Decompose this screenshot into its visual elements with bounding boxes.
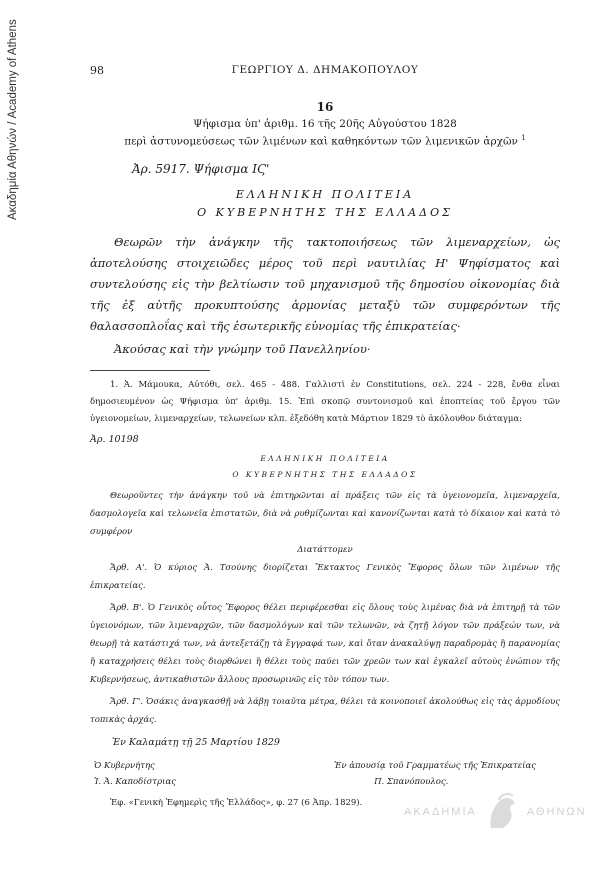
footnote-state-line-1: ΕΛΛΗΝΙΚΗ ΠΟΛΙΤΕΙΑ: [260, 453, 390, 463]
signature-left-title: Ὁ Κυβερνήτης: [94, 760, 155, 771]
athena-head-icon: [485, 792, 519, 832]
footnote-preamble: Θεωροῦντες τὴν ἀνάγκην τοῦ νὰ ἐπιτηρῶνται αἱ πράξεις τῶν εἰς τὰ ὑγειονομεῖα, λιμεναρχεῖα, δασμολογεῖα καὶ τελωνεῖα ἐπιστατῶν, διὰ νὰ ρυθμίζωνται καὶ κανονίζωνται κατὰ τὸ δίκαιον καὶ κατὰ τὸ συμφέρον: [90, 490, 560, 537]
state-line-2: Ο ΚΥΒΕΡΝΗΤΗΣ ΤΗΣ ΕΛΛΑΔΟΣ: [197, 205, 453, 219]
running-head: ΓΕΩΡΓΙΟΥ Δ. ΔΗΜΑΚΟΠΟΥΛΟΥ: [231, 64, 419, 76]
body-paragraph-1: Θεωρῶν τὴν ἀνάγκην τῆς τακτοποιήσεως τῶν λιμεναρχείων, ὡς ἀποτελούσης στοιχειῶδες μέρος τοῦ περὶ ναυτιλίας Η' Ψηφίσματος καὶ συντελούσης εἰς τὴν βελτίωσιν τοῦ μηχανισμοῦ τῆς δημοσίου οἰκονομίας διὰ τῆς ἐξ αὐτῆς προκυπτούσης ἁρμονίας μεταξὺ τῶν συμφερόντων τῆς θαλασσοπλοΐας καὶ τῆς ἐσωτερικῆς εὐνομίας τῆς ἐπικρατείας·: [90, 234, 560, 333]
footnote-reference: Ἀρ. 10198: [90, 433, 139, 445]
academy-logo: [404, 792, 587, 832]
state-line-1: ΕΛΛΗΝΙΚΗ ΠΟΛΙΤΕΙΑ: [235, 187, 415, 201]
signature-right-name: Π. Σπανόπουλος.: [374, 776, 449, 787]
archive-reference: Ἀρ. 5917. Ψήφισμα ΙϚ': [132, 161, 270, 176]
signature-right-title: Ἐν ἀπουσίᾳ τοῦ Γραμματέως τῆς Ἐπικρατείας: [334, 760, 536, 771]
footnote-text: 1. Ἀ. Μάμουκα, Αὐτόθι, σελ. 465 - 488. Γαλλιστὶ ἐν Constitutions, σελ. 224 - 228, ἔνθα εἶναι δημοσιευμένον ὡς Ψήφισμα ὑπ' ἀριθμ. 15. Ἐπὶ σκοπῷ συντονισμοῦ καὶ ἐποπτείας τοῦ ἔργου τῶν ὑγειονομείων, λιμεναρχείων, τελωνείων κλπ. ἐξεδόθη κατὰ Μάρτιον 1829 τὸ ἀκόλουθον διάταγμα:: [90, 379, 560, 424]
state-heading: [90, 186, 560, 222]
side-watermark: Ακαδημία Αθηνών / Academy of Athens: [7, 19, 19, 221]
footnote-article-b: Ἄρθ. Β'. Ὁ Γενικὸς οὗτος Ἔφορος θέλει περιφέρεσθαι εἰς ὅλους τοὺς λιμένας διὰ νὰ ἐπιτηρῇ τὰ τῶν ὑγειονόμων, τῶν λιμεναρχῶν, τῶν δασμολόγων καὶ τῶν τελωνῶν, νὰ ζητῇ λόγον τῶν πράξεών των, νὰ θεωρῇ τὰ κατάστιχά των, νὰ ἀντεξετάζῃ τὰ ἔγγραφά των, καὶ ὅταν ἀνακαλύψῃ παραδρομὰς ἢ παρανομίας ἢ καταχρήσεις θέλει τοὺς διορθώνει ἢ θέλει τοὺς παύει τῶν χρεῶν των καὶ ἐγκαλεῖ αὐτοὺς ἐνώπιον τῆς Κυβερνήσεως, ἀντικαθιστῶν ἄλλους προσωρινῶς εἰς τὸν τόπον των.: [90, 602, 560, 685]
footnote-mark: 1: [521, 134, 526, 142]
logo-left-text: ΑΚΑΔΗΜΙΑ: [404, 806, 477, 818]
footnote-state-heading: [90, 451, 560, 483]
footnote-article-c: Ἄρθ. Γ'. Ὁσάκις ἀναγκασθῇ νὰ λάβῃ τοιαῦτα μέτρα, θέλει τὰ κοινοποιεῖ ἀκολούθως εἰς τὰς ἁρμοδίους τοπικὰς ἀρχάς.: [90, 696, 560, 725]
document-title-2-wrap: [90, 134, 560, 148]
signature-left: [94, 758, 176, 790]
logo-right-text: ΑΘΗΝΩΝ: [526, 806, 587, 818]
footnote-decree: Διατάττομεν: [297, 544, 353, 555]
page: [90, 58, 560, 808]
page-number: 98: [90, 64, 104, 77]
signature-left-name: Ἰ. Ἀ. Καποδίστριας: [94, 776, 176, 787]
footnote-date: Ἐν Καλαμάτῃ τῇ 25 Μαρτίου 1829: [112, 736, 280, 748]
document-title-2: περὶ ἀστυνομεύσεως τῶν λιμένων καὶ καθηκόντων τῶν λιμενικῶν ἀρχῶν: [124, 135, 518, 148]
footnote-divider: [90, 370, 210, 371]
page-header: [90, 58, 560, 78]
footnote-state-line-2: Ο ΚΥΒΕΡΝΗΤΗΣ ΤΗΣ ΕΛΛΑΔΟΣ: [232, 469, 418, 479]
document-number: 16: [316, 100, 334, 114]
signature-right: [334, 758, 536, 790]
signature-row: [90, 758, 560, 790]
document-title-1: Ψήφισμα ὑπ' ἀριθμ. 16 τῆς 20ῆς Αὐγούστου 1828: [193, 118, 457, 130]
footnote-source: Ἐφ. «Γενικὴ Ἐφημερὶς τῆς Ἑλλάδος», φ. 27 (6 Ἀπρ. 1829).: [110, 797, 363, 808]
footnote-article-a: Ἄρθ. Α'. Ὁ κύριος Ἀ. Τσούνης διορίζεται Ἔκτακτος Γενικὸς Ἔφορος ὅλων τῶν λιμένων τῆς ἐπικρατείας.: [90, 562, 560, 591]
body-paragraph-2: Ἀκούσας καὶ τὴν γνώμην τοῦ Πανελληνίου·: [114, 341, 371, 356]
